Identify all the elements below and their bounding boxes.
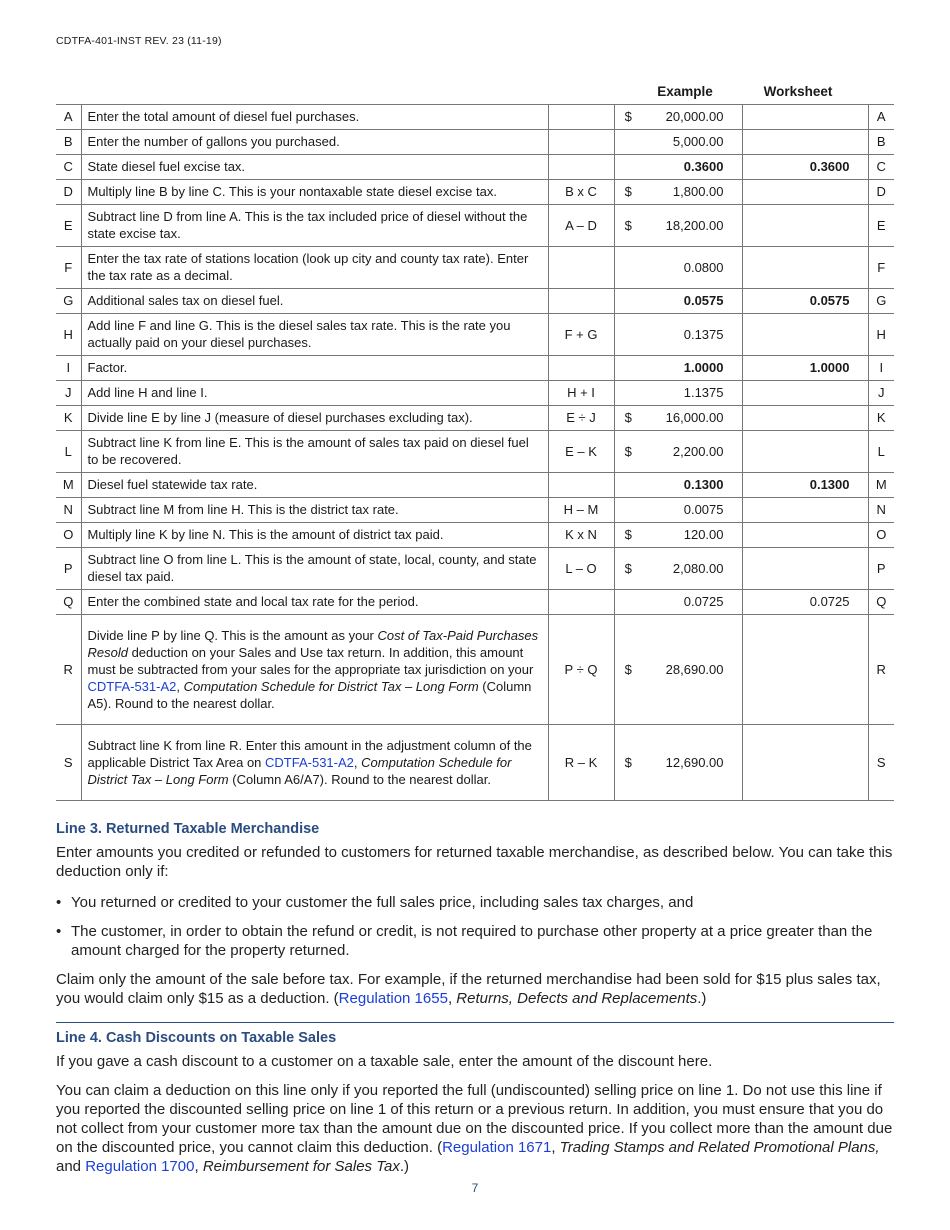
table-row	[56, 380, 894, 405]
table-row	[56, 104, 894, 129]
row-description: Diesel fuel statewide tax rate.	[81, 472, 548, 497]
row-formula: L – O	[548, 547, 614, 589]
row-letter: Q	[56, 589, 81, 614]
row-worksheet-value	[742, 313, 868, 355]
row-letter: O	[868, 522, 894, 547]
row-formula	[548, 246, 614, 288]
row-dollar-sign: $	[614, 614, 642, 724]
row-description: Enter the combined state and local tax rate for the period.	[81, 589, 548, 614]
row-formula: P ÷ Q	[548, 614, 614, 724]
table-row	[56, 313, 894, 355]
row-formula: A – D	[548, 204, 614, 246]
row-example-value: 0.0800	[642, 246, 742, 288]
row-worksheet-value	[742, 497, 868, 522]
row-description: Divide line E by line J (measure of diesel purchases excluding tax).	[81, 405, 548, 430]
row-letter: L	[56, 430, 81, 472]
row-example-value: 28,690.00	[642, 614, 742, 724]
row-dollar-sign	[614, 355, 642, 380]
row-letter: E	[868, 204, 894, 246]
row-formula	[548, 288, 614, 313]
row-letter: P	[56, 547, 81, 589]
row-example-value: 18,200.00	[642, 204, 742, 246]
row-letter: C	[56, 154, 81, 179]
row-example-value: 12,690.00	[642, 724, 742, 800]
row-example-value: 1.0000	[642, 355, 742, 380]
document-code: CDTFA-401-INST REV. 23 (11-19)	[56, 35, 222, 47]
row-description: Subtract line M from line H. This is the district tax rate.	[81, 497, 548, 522]
row-example-value: 0.0725	[642, 589, 742, 614]
row-letter: A	[56, 104, 81, 129]
regulation-1700-link[interactable]: Regulation 1700	[85, 1158, 195, 1175]
row-example-value: 0.1375	[642, 313, 742, 355]
row-letter: B	[868, 129, 894, 154]
row-example-value: 2,080.00	[642, 547, 742, 589]
row-letter: K	[868, 405, 894, 430]
worksheet-column-header: Worksheet	[763, 84, 833, 100]
row-letter: S	[56, 724, 81, 800]
row-worksheet-value	[742, 430, 868, 472]
table-row	[56, 430, 894, 472]
row-description: Subtract line K from line R. Enter this amount in the adjustment column of the applicable District Tax Area on CDTFA-531-A2, Computation Schedule for District Tax – Long Form (Column A6/A7). Round to the nearest dollar.	[81, 724, 548, 800]
row-letter: N	[868, 497, 894, 522]
cdtfa-531-a2-link[interactable]: CDTFA-531-A2	[87, 678, 177, 694]
row-example-value: 16,000.00	[642, 405, 742, 430]
row-worksheet-value	[742, 724, 868, 800]
row-letter: Q	[868, 589, 894, 614]
row-letter: J	[868, 380, 894, 405]
table-row	[56, 547, 894, 589]
row-formula	[548, 589, 614, 614]
row-worksheet-value: 0.0725	[742, 589, 868, 614]
table-header-row	[56, 80, 894, 104]
row-example-value: 0.3600	[642, 154, 742, 179]
row-worksheet-value	[742, 104, 868, 129]
row-dollar-sign	[614, 589, 642, 614]
table-row	[56, 129, 894, 154]
row-worksheet-value	[742, 405, 868, 430]
example-column-header: Example	[657, 84, 713, 100]
row-formula	[548, 472, 614, 497]
line4-section	[56, 1029, 894, 1176]
row-letter: B	[56, 129, 81, 154]
row-formula	[548, 154, 614, 179]
row-letter: D	[868, 179, 894, 204]
table-row	[56, 522, 894, 547]
row-worksheet-value	[742, 204, 868, 246]
row-description: Factor.	[81, 355, 548, 380]
row-letter: F	[56, 246, 81, 288]
line4-body: You can claim a deduction on this line only if you reported the full (undiscounted) selling price on line 1. Do not use this line if you reported the discounted selling price on line 1 of this return or a previous return. In addition, you must ensure that you do not collect from your customer more tax than the amount due on the discounted price. If you collect more than the amount due on the discounted price, you cannot claim this deduction. (Regulation 1671, Trading Stamps and Related Promotional Plans, and Regulation 1700, Reimbursement for Sales Tax.)	[56, 1082, 893, 1175]
row-formula: K x N	[548, 522, 614, 547]
page-number: 7	[471, 1181, 479, 1195]
row-letter: I	[868, 355, 894, 380]
section-divider	[56, 1022, 894, 1023]
row-dollar-sign	[614, 313, 642, 355]
line4-heading: Line 4. Cash Discounts on Taxable Sales	[56, 1030, 337, 1046]
row-worksheet-value	[742, 179, 868, 204]
row-description: Multiply line B by line C. This is your nontaxable state diesel excise tax.	[81, 179, 548, 204]
line4-intro: If you gave a cash discount to a customer on a taxable sale, enter the amount of the discount here.	[56, 1053, 713, 1070]
row-example-value: 5,000.00	[642, 129, 742, 154]
table-row	[56, 497, 894, 522]
table-row	[56, 154, 894, 179]
row-formula	[548, 355, 614, 380]
table-row	[56, 472, 894, 497]
row-worksheet-value: 0.1300	[742, 472, 868, 497]
row-example-value: 0.1300	[642, 472, 742, 497]
row-formula	[548, 104, 614, 129]
row-formula: F + G	[548, 313, 614, 355]
row-letter: I	[56, 355, 81, 380]
row-formula: B x C	[548, 179, 614, 204]
row-description: Enter the number of gallons you purchased.	[81, 129, 548, 154]
table-row	[56, 614, 894, 724]
line3-claim-text: Claim only the amount of the sale before tax. For example, if the returned merchandise had been sold for $15 plus sales tax, you would claim only $15 as a deduction. (Regulation 1655, Returns, Defects and Replacements.)	[56, 971, 881, 1007]
row-description: Multiply line K by line N. This is the amount of district tax paid.	[81, 522, 548, 547]
row-description: Add line F and line G. This is the diesel sales tax rate. This is the rate you actually paid on your diesel purchases.	[81, 313, 548, 355]
row-letter: K	[56, 405, 81, 430]
row-letter: G	[56, 288, 81, 313]
row-description: Subtract line O from line L. This is the amount of state, local, county, and state diesel tax paid.	[81, 547, 548, 589]
row-letter: G	[868, 288, 894, 313]
row-example-value: 0.0575	[642, 288, 742, 313]
row-worksheet-value	[742, 129, 868, 154]
row-dollar-sign	[614, 154, 642, 179]
row-formula: H + I	[548, 380, 614, 405]
row-letter: H	[56, 313, 81, 355]
row-letter: C	[868, 154, 894, 179]
row-description: Enter the total amount of diesel fuel purchases.	[81, 104, 548, 129]
row-letter: M	[56, 472, 81, 497]
row-formula: E ÷ J	[548, 405, 614, 430]
row-worksheet-value	[742, 547, 868, 589]
row-description: Add line H and line I.	[81, 380, 548, 405]
table-row	[56, 179, 894, 204]
row-worksheet-value	[742, 522, 868, 547]
row-description: Divide line P by line Q. This is the amount as your Cost of Tax-Paid Purchases Resold deduction on your Sales and Use tax return. In addition, this amount must be subtracted from your sales for the appropriate tax jurisdiction on your CDTFA-531-A2, Computation Schedule for District Tax – Long Form (Column A5). Round to the nearest dollar.	[81, 614, 548, 724]
cdtfa-531-a2-link[interactable]: CDTFA-531-A2	[265, 754, 354, 770]
row-formula: R – K	[548, 724, 614, 800]
row-letter: O	[56, 522, 81, 547]
bullet-icon: •	[56, 894, 62, 911]
row-letter: S	[868, 724, 894, 800]
row-dollar-sign: $	[614, 522, 642, 547]
row-letter: A	[868, 104, 894, 129]
row-description: State diesel fuel excise tax.	[81, 154, 548, 179]
row-dollar-sign: $	[614, 204, 642, 246]
row-letter: J	[56, 380, 81, 405]
row-worksheet-value: 1.0000	[742, 355, 868, 380]
row-dollar-sign: $	[614, 179, 642, 204]
row-letter: F	[868, 246, 894, 288]
row-description: Additional sales tax on diesel fuel.	[81, 288, 548, 313]
row-letter: R	[56, 614, 81, 724]
row-worksheet-value	[742, 246, 868, 288]
row-formula: E – K	[548, 430, 614, 472]
table-row	[56, 246, 894, 288]
row-dollar-sign: $	[614, 547, 642, 589]
row-letter: P	[868, 547, 894, 589]
row-dollar-sign	[614, 380, 642, 405]
table-row	[56, 589, 894, 614]
row-formula	[548, 129, 614, 154]
table-row	[56, 724, 894, 800]
row-letter: N	[56, 497, 81, 522]
row-dollar-sign: $	[614, 104, 642, 129]
row-dollar-sign: $	[614, 724, 642, 800]
row-dollar-sign	[614, 472, 642, 497]
row-dollar-sign	[614, 129, 642, 154]
row-letter: D	[56, 179, 81, 204]
line3-intro: Enter amounts you credited or refunded to customers for returned taxable merchandise, as described below. You can take this deduction only if:	[56, 844, 893, 880]
list-item: • You returned or credited to your customer the full sales price, including sales tax charges, and	[56, 894, 694, 911]
row-letter: R	[868, 614, 894, 724]
row-letter: M	[868, 472, 894, 497]
row-worksheet-value: 0.0575	[742, 288, 868, 313]
row-worksheet-value: 0.3600	[742, 154, 868, 179]
row-letter: E	[56, 204, 81, 246]
table-row	[56, 405, 894, 430]
bullet-icon: •	[56, 923, 62, 940]
row-dollar-sign: $	[614, 405, 642, 430]
row-description: Subtract line D from line A. This is the tax included price of diesel without the state excise tax.	[81, 204, 548, 246]
row-dollar-sign	[614, 288, 642, 313]
row-description: Subtract line K from line E. This is the amount of sales tax paid on diesel fuel to be recovered.	[81, 430, 548, 472]
table-row	[56, 204, 894, 246]
row-example-value: 2,200.00	[642, 430, 742, 472]
row-description: Enter the tax rate of stations location (look up city and county tax rate). Enter the tax rate as a decimal.	[81, 246, 548, 288]
regulation-1655-link[interactable]: Regulation 1655	[338, 990, 448, 1007]
line3-section	[56, 820, 894, 1008]
row-formula: H – M	[548, 497, 614, 522]
row-dollar-sign: $	[614, 430, 642, 472]
row-example-value: 0.0075	[642, 497, 742, 522]
row-dollar-sign	[614, 497, 642, 522]
regulation-1671-link[interactable]: Regulation 1671	[442, 1139, 552, 1156]
table-row	[56, 288, 894, 313]
line3-heading: Line 3. Returned Taxable Merchandise	[56, 821, 320, 837]
row-letter: L	[868, 430, 894, 472]
row-letter: H	[868, 313, 894, 355]
row-dollar-sign	[614, 246, 642, 288]
table-row	[56, 355, 894, 380]
row-example-value: 20,000.00	[642, 104, 742, 129]
list-item: • The customer, in order to obtain the refund or credit, is not required to purchase other property at a price greater than the amount charged for the property returned.	[56, 923, 873, 959]
row-example-value: 1.1375	[642, 380, 742, 405]
row-example-value: 1,800.00	[642, 179, 742, 204]
row-example-value: 120.00	[642, 522, 742, 547]
row-worksheet-value	[742, 380, 868, 405]
diesel-worksheet-table	[56, 80, 894, 801]
row-worksheet-value	[742, 614, 868, 724]
